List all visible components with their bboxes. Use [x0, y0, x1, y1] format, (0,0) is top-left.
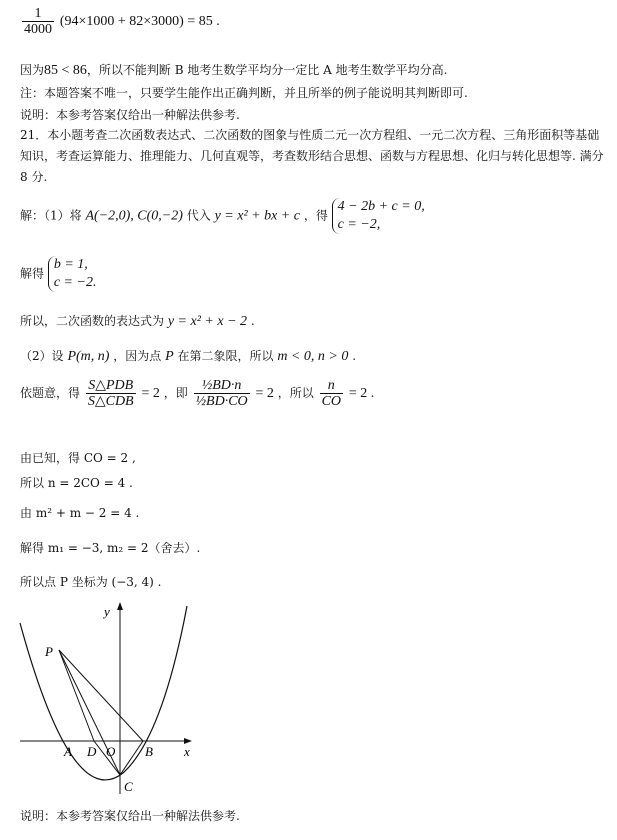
point-A-label: A: [64, 744, 72, 759]
point-P-label: P: [45, 644, 53, 659]
fraction: [22, 6, 54, 37]
note-line: 注：本题答案不唯一，只要学生能作出正确判断，并且所举的例子能说明其判断即可.: [20, 86, 468, 100]
explain-line-2: 说明：本参考答案仅给出一种解法供参考.: [20, 809, 240, 823]
ratio-mid2: ，所以: [277, 386, 314, 400]
system-2: [48, 256, 97, 292]
segment-CB: [120, 741, 143, 775]
p2-condition: m < 0, n > 0: [277, 349, 349, 364]
ratio-eq: = 2: [141, 386, 160, 401]
because-line: [20, 62, 447, 79]
p2-P: P: [165, 349, 174, 364]
solution-1-line: [20, 198, 425, 234]
x-axis-label: x: [184, 744, 190, 759]
bd-ratio-fraction: [194, 378, 250, 409]
point-O-label: O: [106, 744, 116, 759]
p2-end: .: [352, 349, 357, 363]
because-post: ，所以不能判断 B 地考生数学平均分一定比 A 地考生数学平均分高.: [86, 63, 448, 77]
p2-mid: ，因为点: [113, 349, 162, 363]
segment-PD: [59, 650, 94, 741]
fraction-numerator: 1: [22, 6, 54, 22]
expr-formula: y = x² + x − 2: [167, 314, 248, 329]
ratio3-eq: = 2 .: [348, 386, 375, 401]
area-ratio-num: S△PDB: [86, 378, 136, 394]
system-1-eq1: 4 − 2b + c = 0,: [337, 199, 425, 214]
p2-point: P(m, n): [67, 349, 110, 364]
bd-ratio-num: ½BD·n: [194, 378, 250, 394]
expression-line: [20, 313, 255, 330]
n-co-den: CO: [321, 394, 342, 409]
sol1-pre: 解：（1）将: [20, 208, 82, 223]
avg-calc-rest: (94×1000 + 82×3000) = 85 .: [59, 14, 220, 29]
system-2-eq1: b = 1,: [53, 257, 88, 272]
q21-intro: 21．本小题考查二次函数表达式、二次函数的图象与性质二元一次方程组、一元二次方程、三角形面积等基础知识，考查运算能力、推理能力、几何直观等，考查数形结合思想、函数与方程思想、化归与转化思想等. 满分 8 分.: [20, 128, 604, 184]
y-axis-label: y: [104, 604, 110, 619]
expr-post: .: [250, 314, 255, 328]
by-eq-line: 由 m² + m − 2 = 4 .: [20, 506, 140, 520]
fraction-denominator: 4000: [24, 22, 52, 37]
n-co-fraction: [320, 378, 343, 409]
area-ratio-den: S△CDB: [87, 394, 134, 409]
point-B-label: B: [145, 744, 153, 759]
sol1-points: A(−2,0), C(0,−2): [85, 208, 183, 224]
sol1-equation: y = x² + bx + c: [214, 208, 300, 224]
sol1-comma: ，得: [303, 208, 328, 223]
so-n-line: 所以 n = 2CO = 4 .: [20, 476, 133, 490]
p2-mid2: 在第二象限，所以: [177, 349, 274, 363]
system-1-eq2: c = −2,: [337, 217, 381, 232]
avg-calc-line: [20, 6, 220, 37]
solve-pre: 解得: [20, 266, 45, 281]
system-2-eq2: c = −2.: [53, 275, 97, 290]
parabola-graph: [12, 598, 202, 798]
expr-pre: 所以，二次函数的表达式为: [20, 314, 165, 328]
ratio-mid: ，即: [163, 386, 188, 400]
point-D-label: D: [87, 744, 97, 759]
because-pre: 因为: [20, 63, 45, 77]
system-1: [332, 198, 425, 234]
solve-line: [20, 256, 96, 292]
p2-pre: （2）设: [20, 349, 64, 363]
part2-line: [20, 348, 356, 365]
y-axis-arrow-icon: [117, 602, 123, 610]
explain-line-1: 说明：本参考答案仅给出一种解法供参考.: [20, 108, 240, 122]
ratio-line: [20, 378, 374, 409]
point-C-label: C: [124, 779, 133, 794]
coord-line: 所以点 P 坐标为 (−3, 4) .: [20, 575, 162, 589]
ratio-pre: 依题意，得: [20, 386, 81, 400]
known-line: 由已知，得 CO = 2 ,: [20, 451, 136, 465]
bd-ratio-den: ½BD·CO: [195, 394, 248, 409]
segment-PB: [59, 650, 143, 741]
ratio2-eq: = 2: [255, 386, 274, 401]
n-co-num: n: [320, 378, 343, 394]
sol1-mid: 代入: [186, 208, 211, 223]
because-ineq: 85 < 86: [44, 63, 87, 78]
solved-line: 解得 m₁ = −3, m₂ = 2（舍去）.: [20, 541, 201, 555]
area-ratio-fraction: [86, 378, 136, 409]
